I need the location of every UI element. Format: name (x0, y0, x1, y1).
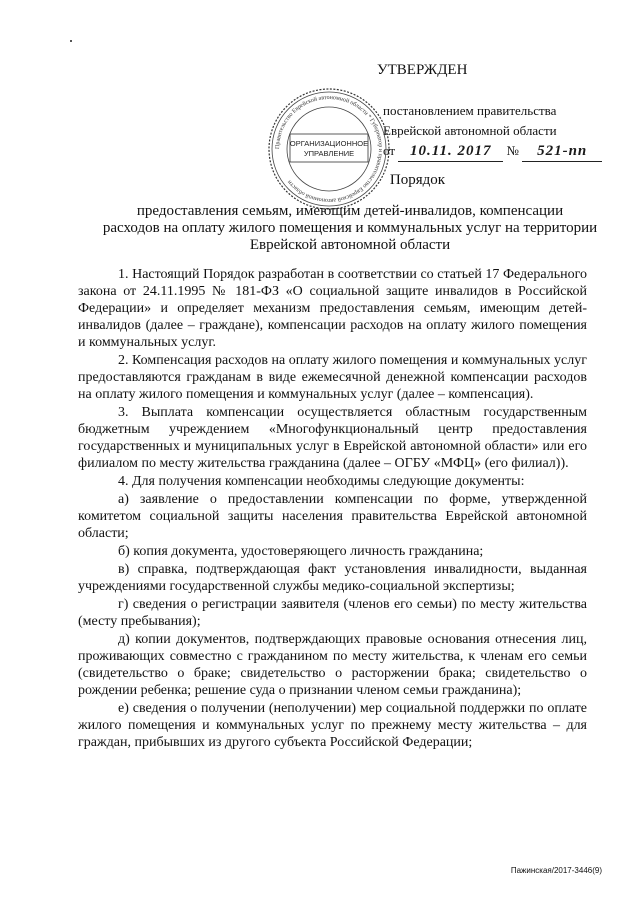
decree-block (383, 101, 633, 162)
list-item-e: е) сведения о получении (неполучении) мер социальной поддержки по оплате жилого помещения и коммунальных услуг по прежнему месту жительства – для граждан, прибывших из другого субъекта Российской Федерации; (78, 701, 587, 750)
date-prefix: от (383, 143, 396, 158)
list-item-a: а) заявление о предоставлении компенсации по форме, утвержденной комитетом социальной защиты населения правительства Еврейской автономной области; (78, 492, 587, 541)
decree-line-1: постановлением правительства (383, 103, 557, 118)
document-body (78, 266, 587, 752)
title-word: Порядок (389, 172, 446, 188)
paragraph-3: 3. Выплата компенсации осуществляется областным государственным бюджетным учреждением «Многофункциональный центр предоставления государственных и муниципальных услуг в Еврейской автономной области» или его филиалом по месту жительства гражданина (далее – ОГБУ «МФЦ» (его филиал)). (78, 405, 587, 471)
seal-center-line-1: ОРГАНИЗАЦИОННОЕ (289, 139, 369, 148)
title-line-2: расходов на оплату жилого помещения и коммунальных услуг на территории (102, 220, 598, 236)
decree-number: 521-пп (522, 141, 602, 162)
paragraph-1: 1. Настоящий Порядок разработан в соответствии со статьей 17 Федерального закона от 24.11.1995 № 181-ФЗ «О социальной защите инвалидов в Российской Федерации» и определяет механизм предоставления семьям, имеющим детей-инвалидов (далее – граждане), компенсации расходов на оплату жилого помещения и коммунальных услуг. (78, 267, 587, 350)
seal-center-line-2: УПРАВЛЕНИЕ (303, 149, 355, 158)
seal-ring-text: Правительство Еврейской автономной области * Губернатор и правительство Еврейской автономной области (274, 94, 384, 204)
decree-line-2: Еврейской автономной области (383, 123, 557, 138)
number-prefix: № (506, 143, 519, 158)
paragraph-2: 2. Компенсация расходов на оплату жилого помещения и коммунальных услуг предоставляются гражданам в виде ежемесячной денежной компенсации расходов на оплату жилого помещения и коммунальных услуг (далее – компенсация). (78, 353, 587, 402)
decree-date: 10.11. 2017 (398, 141, 503, 162)
footer-reference: Пажинская/2017-3446(9) (510, 866, 602, 875)
list-item-b: б) копия документа, удостоверяющего личность гражданина; (118, 544, 484, 559)
decree-date-line (383, 141, 633, 162)
list-item-d: д) копии документов, подтверждающих правовые основания отнесения лиц, проживающих совместно с гражданином по месту жительства, к членам его семьи (свидетельство о браке; свидетельство о расторжении брака; свидетельство о рождении ребенка; решение суда о признании членом семьи гражданина); (78, 632, 587, 698)
document-title (100, 172, 600, 254)
list-item-v: в) справка, подтверждающая факт установления инвалидности, выданная учреждениями государственной службы медико-социальной экспертизы; (78, 562, 587, 594)
approval-heading: УТВЕРЖДЕН (377, 62, 468, 78)
title-line-1: предоставления семьям, имеющим детей-инвалидов, компенсации (136, 203, 564, 219)
scan-dot (70, 40, 72, 42)
title-line-3: Еврейской автономной области (249, 237, 451, 253)
list-item-g: г) сведения о регистрации заявителя (членов его семьи) по месту жительства (месту пребывания); (78, 597, 587, 629)
paragraph-4: 4. Для получения компенсации необходимы следующие документы: (118, 474, 525, 489)
